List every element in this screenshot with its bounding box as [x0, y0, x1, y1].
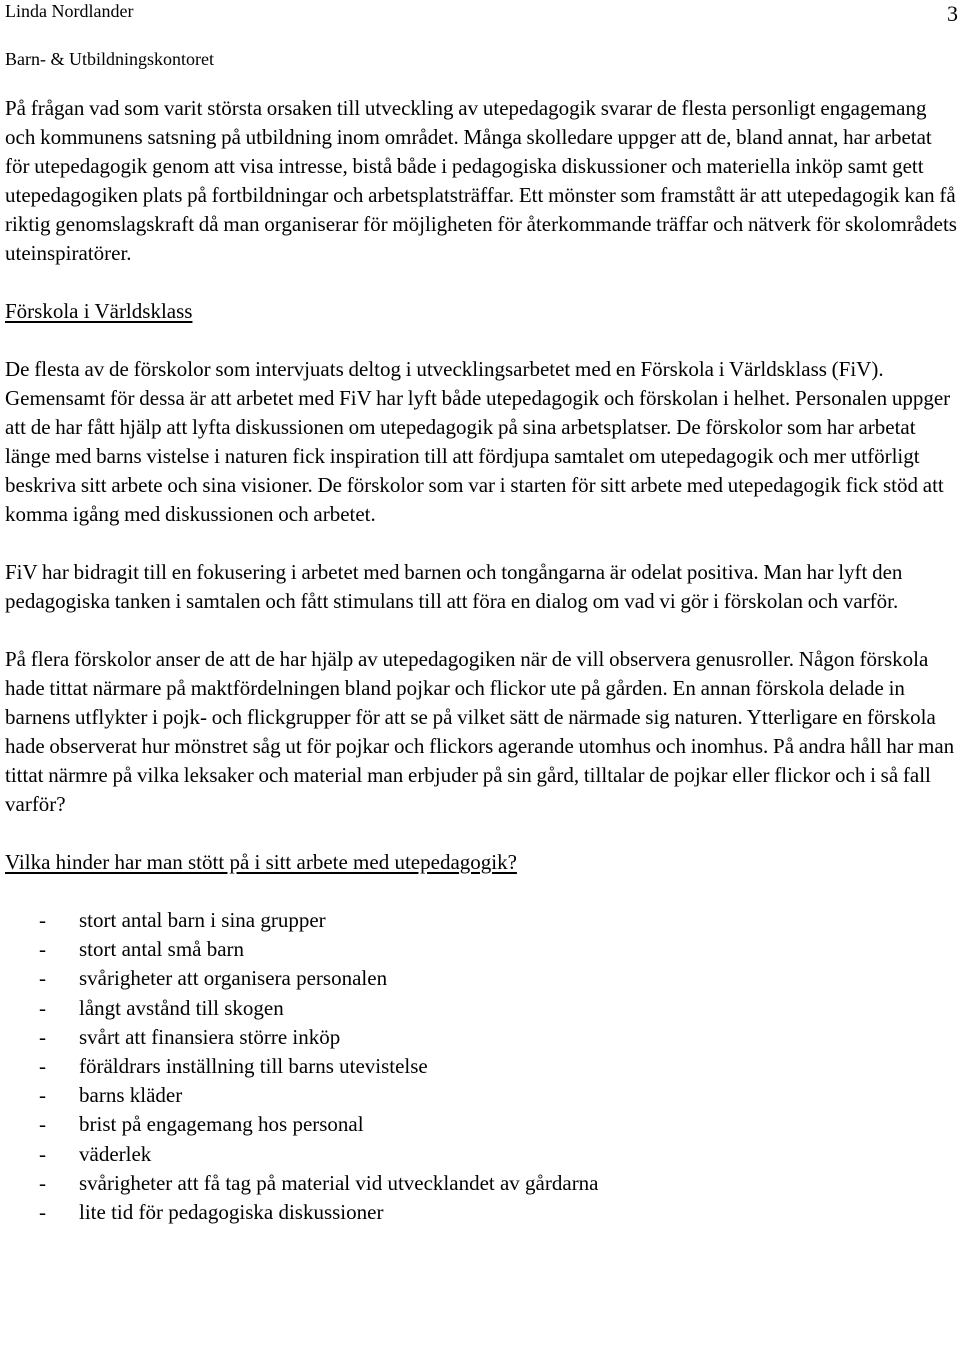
paragraph-gap	[5, 529, 959, 558]
list-item-text: lite tid för pedagogiska diskussioner	[79, 1200, 384, 1225]
list-item-text: brist på engagemang hos personal	[79, 1112, 364, 1137]
paragraph-fiv-focus: FiV har bidragit till en fokusering i arbetet med barnen och tongångarna är odelat positiva. Man har lyft den pedagogiska tanken i samtalen och fått stimulans till att föra en dialog om vad vi gör i förskolan och varför.	[5, 560, 903, 613]
list-item	[5, 1140, 959, 1169]
list-item	[5, 1169, 959, 1198]
dash-bullet: -	[39, 1054, 46, 1079]
dash-bullet: -	[39, 1024, 46, 1049]
dash-bullet: -	[39, 995, 46, 1020]
dash-bullet: -	[39, 966, 46, 991]
section-heading-forskola-i-varldsklass: Förskola i Världsklass	[5, 299, 193, 323]
list-item-text: väderlek	[79, 1141, 152, 1166]
header-office: Barn- & Utbildningskontoret	[5, 49, 214, 69]
paragraph-gap	[5, 268, 959, 297]
paragraph-gender-roles: På flera förskolor anser de att de har hjälp av utepedagogiken när de vill observera genusroller. Någon förskola hade tittat närmare på maktfördelningen bland pojkar och flickor ute på gården. En annan förskola delade in barnens utflykter i pojk- och flickgrupper för att se på vilket sätt de närmade sig naturen. Ytterligare en förskola hade observerat hur mönstret såg ut för pojkar och flickors agerande utomhus och inomhus. På andra håll har man tittat närmre på vilka leksaker och material man erbjuder på sin gård, tilltalar de pojkar eller flickor och i så fall varför?	[5, 647, 955, 816]
list-item	[5, 1110, 959, 1139]
paragraph-gap	[5, 616, 959, 645]
list-item-text: stort antal små barn	[79, 937, 245, 962]
list-item	[5, 1023, 959, 1052]
document-body	[5, 94, 959, 1227]
dash-bullet: -	[39, 1170, 46, 1195]
list-item-text: svårigheter att få tag på material vid utvecklandet av gårdarna	[79, 1170, 599, 1195]
list-item	[5, 906, 959, 935]
list-item-text: långt avstånd till skogen	[79, 995, 284, 1020]
dash-bullet: -	[39, 1141, 46, 1166]
section-heading-obstacles: Vilka hinder har man stött på i sitt arbete med utepedagogik?	[5, 850, 517, 874]
list-item-text: barns kläder	[79, 1083, 183, 1108]
dash-bullet: -	[39, 1083, 46, 1108]
list-item	[5, 1081, 959, 1110]
list-item	[5, 964, 959, 993]
list-item	[5, 994, 959, 1023]
dash-bullet: -	[39, 937, 46, 962]
dash-bullet: -	[39, 908, 46, 932]
list-item	[5, 935, 959, 964]
list-item-text: föräldrars inställning till barns utevistelse	[79, 1054, 428, 1079]
header-author: Linda Nordlander	[5, 1, 134, 21]
dash-bullet: -	[39, 1112, 46, 1137]
list-item	[5, 1052, 959, 1081]
list-item-text: svårigheter att organisera personalen	[79, 966, 388, 991]
obstacles-list	[5, 906, 959, 1227]
list-item-text: svårt att finansiera större inköp	[79, 1024, 341, 1049]
list-item	[5, 1198, 959, 1227]
dash-bullet: -	[39, 1200, 46, 1225]
list-item-text: stort antal barn i sina grupper	[79, 908, 326, 932]
paragraph-engagement: På frågan vad som varit största orsaken till utveckling av utepedagogik svarar de flesta personligt engagemang och kommunens satsning på utbildning inom området. Många skolledare uppger att de, bland annat, har arbetat för utepedagogik genom att visa intresse, bistå både i pedagogiska diskussioner och materiella inköp samt gett utepedagogiken plats på fortbildningar och arbetsplatsträffar. Ett mönster som framstått är att utepedagogik kan få riktig genomslagskraft då man organiserar för möjligheten för återkommande träffar och nätverk för skolområdets uteinspiratörer.	[5, 96, 957, 265]
page-number: 3	[947, 1, 958, 26]
paragraph-gap	[5, 877, 959, 906]
paragraph-gap	[5, 326, 959, 355]
paragraph-fiv-intro: De flesta av de förskolor som intervjuats deltog i utvecklingsarbetet med en Förskola i Världsklass (FiV). Gemensamt för dessa är att arbetet med FiV har lyft både utepedagogik och förskolan i helhet. Personalen uppger att de har fått hjälp att lyfta diskussionen om utepedagogik på sina arbetsplatser. De förskolor som har arbetat länge med barns vistelse i naturen fick inspiration till att fördjupa samtalet om utepedagogik och mer utförligt beskriva sitt arbete och sina visioner. De förskolor som var i starten för sitt arbete med utepedagogik fick stöd att komma igång med diskussionen och arbetet.	[5, 357, 951, 526]
paragraph-gap	[5, 819, 959, 848]
